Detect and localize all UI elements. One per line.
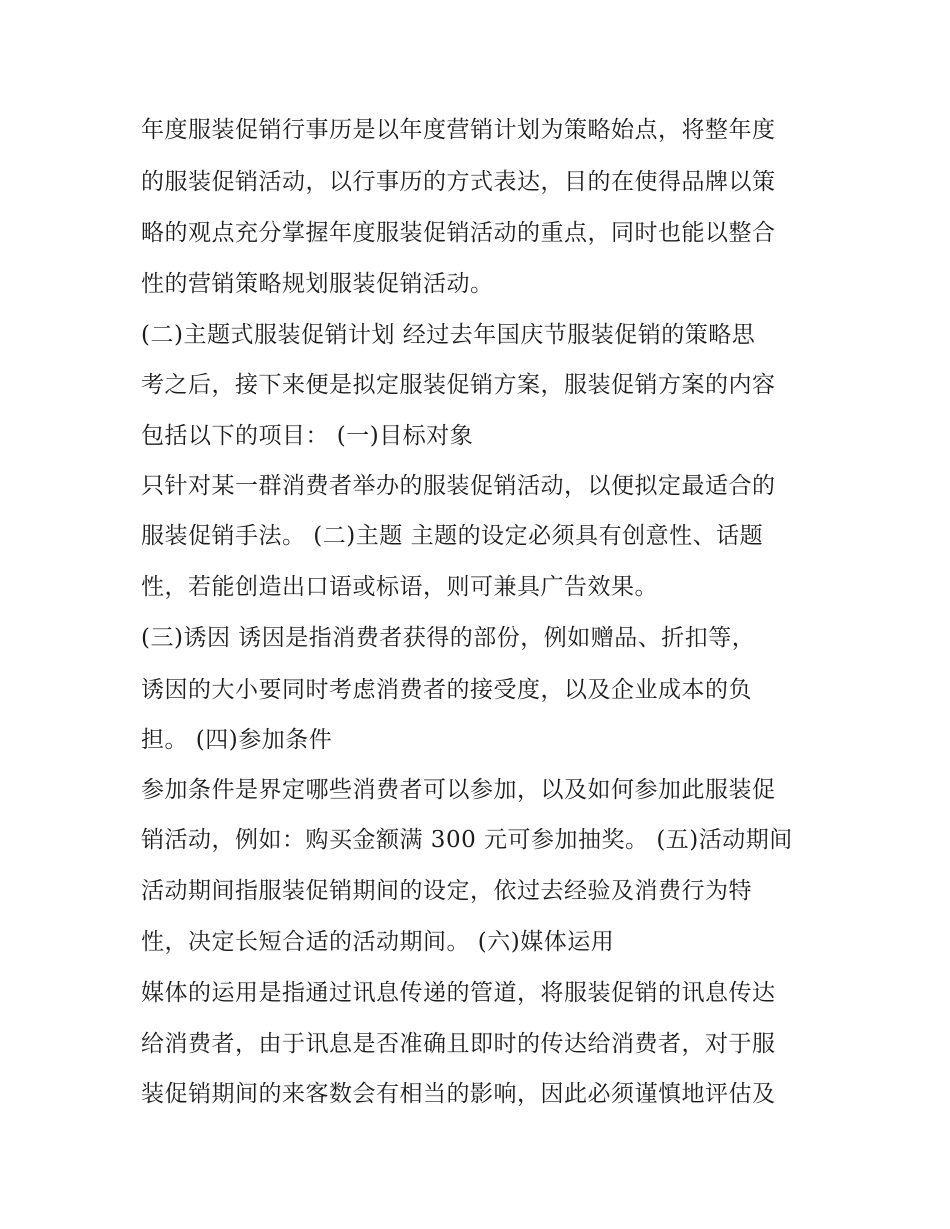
text-line: 担。 (四)参加条件 (141, 727, 333, 753)
text-line: 给消费者，由于讯息是否准确且即时的传达给消费者，对于服 (141, 1031, 776, 1057)
text-line: 性，若能创造出口语或标语，则可兼具广告效果。 (141, 574, 658, 600)
text-line: 的服装促销活动，以行事历的方式表达，目的在使得品牌以策 (141, 169, 776, 195)
text-line: 媒体的运用是指通过讯息传递的管道，将服装促销的讯息传达 (141, 980, 776, 1006)
text-line: 只针对某一群消费者举办的服装促销活动，以便拟定最适合的 (141, 473, 776, 499)
text-line: (三)诱因 诱因是指消费者获得的部份，例如赠品、折扣等， (141, 625, 756, 651)
text-line: 参加条件是界定哪些消费者可以参加，以及如何参加此服装促 (141, 777, 776, 803)
text-line: 服装促销手法。 (二)主题 主题的设定必须具有创意性、话题 (141, 523, 764, 549)
text-line: 性的营销策略规划服装促销活动。 (141, 271, 494, 297)
text-line: 活动期间指服装促销期间的设定，依过去经验及消费行为特 (141, 878, 752, 904)
text-line: 销活动，例如：购买金额满 300 元可参加抽奖。 (五)活动期间 (141, 827, 793, 853)
text-line: 略的观点充分掌握年度服装促销活动的重点，同时也能以整合 (141, 220, 776, 246)
text-line: 装促销期间的来客数会有相当的影响，因此必须谨慎地评估及 (141, 1081, 776, 1107)
text-line: 诱因的大小要同时考虑消费者的接受度，以及企业成本的负 (141, 677, 752, 703)
text-line: 年度服装促销行事历是以年度营销计划为策略始点，将整年度 (141, 117, 776, 143)
text-line: 包括以下的项目： (一)目标对象 (141, 423, 474, 449)
text-line: (二)主题式服装促销计划 经过去年国庆节服装促销的策略思 (141, 322, 756, 348)
text-line: 性，决定长短合适的活动期间。 (六)媒体运用 (141, 929, 615, 955)
text-line: 考之后，接下来便是拟定服装促销方案，服装促销方案的内容 (141, 372, 776, 398)
